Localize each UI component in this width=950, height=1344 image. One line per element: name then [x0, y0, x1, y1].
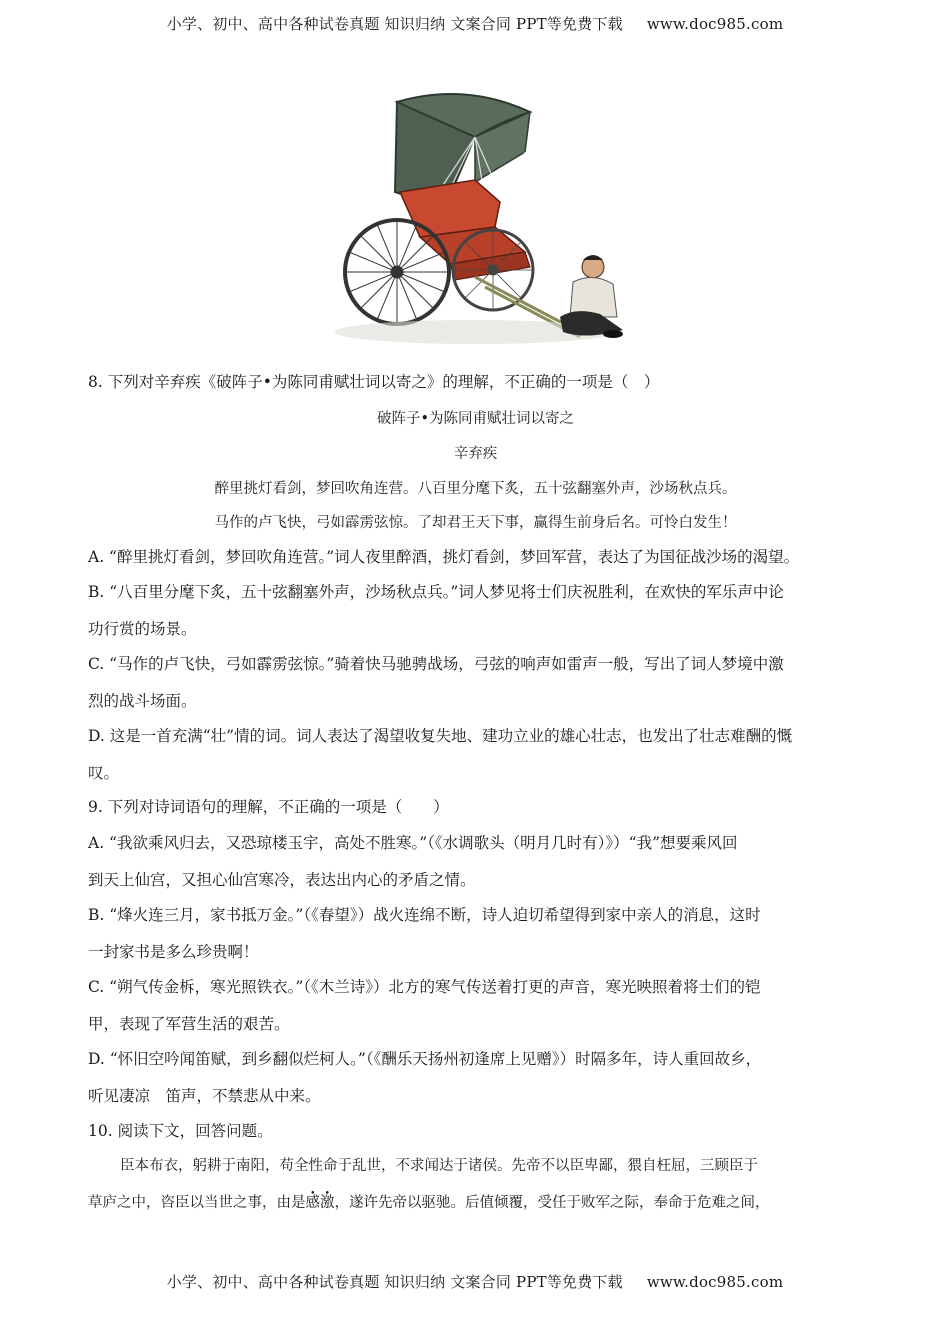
q10-passage-line2-post: ，遂许先帝以驱驰。后值倾覆，受任于败军之际，奉命于危难之间，	[334, 1195, 770, 1211]
q9-option-d-line2: 听见凄凉 笛声，不禁悲从中来。	[88, 1087, 321, 1105]
q9-option-a-line1: A. “我欲乘风归去，又恐琼楼玉宇，高处不胜寒。”（《水调歌头（明月几时有）》）“我”想要乘风回	[88, 834, 738, 852]
emphasis-char-gan: 感	[305, 1195, 320, 1211]
q9-option-b-line2: 一封家书是多么珍贵啊！	[88, 943, 259, 961]
q8-poem-author: 辛弃疾	[453, 446, 498, 462]
q9-stem: 9. 下列对诗词语句的理解，不正确的一项是（ ）	[88, 798, 449, 816]
q9-option-b-line1: B. “烽火连三月，家书抵万金。”（《春望》）战火连绵不断，诗人迫切希望得到家中亲人的消息，这时	[88, 906, 761, 924]
q10-passage-line2	[88, 1193, 863, 1213]
q10-stem: 10. 阅读下文，回答问题。	[88, 1122, 273, 1140]
q9-option-d-line1: D. “怀旧空吟闻笛赋，到乡翻似烂柯人。”（《酬乐天扬州初逢席上见赠》）时隔多年，诗人重回故乡，	[88, 1050, 762, 1068]
q9-option-a-line2: 到天上仙宫，又担心仙宫寒冷，表达出内心的矛盾之情。	[88, 871, 476, 889]
q8-option-c-line2: 烈的战斗场面。	[88, 692, 197, 710]
q8-poem-title: 破阵子•为陈同甫赋壮词以寄之	[376, 411, 575, 427]
header-text: 小学、初中、高中各种试卷真题 知识归纳 文案合同 PPT等免费下载	[166, 15, 623, 33]
q9-option-c-line1: C. “朔气传金柝，寒光照铁衣。”（《木兰诗》）北方的寒气传送着打更的声音，寒光映照着将士们的铠	[88, 978, 761, 996]
footer-site: www.doc985.com	[646, 1273, 784, 1291]
page-header	[0, 13, 950, 34]
q8-poem-line2: 马作的卢飞快，弓如霹雳弦惊。了却君王天下事，赢得生前身后名。可怜白发生！	[214, 515, 737, 531]
q8-option-b-line2: 功行赏的场景。	[88, 620, 197, 638]
page-footer	[0, 1271, 950, 1292]
q10-passage-line1: 臣本布衣，躬耕于南阳，苟全性命于乱世，不求闻达于诸侯。先帝不以臣卑鄙，猥自枉屈，三顾臣于	[120, 1158, 758, 1174]
q8-poem-line1: 醉里挑灯看剑，梦回吹角连营。八百里分麾下炙，五十弦翻塞外声，沙场秋点兵。	[214, 481, 737, 497]
q9-option-c-line2: 甲，表现了军营生活的艰苦。	[88, 1015, 290, 1033]
header-site: www.doc985.com	[646, 15, 784, 33]
q8-option-c-line1: C. “马作的卢飞快，弓如霹雳弦惊。”骑着快马驰骋战场，弓弦的响声如雷声一般，写出了词人梦境中激	[88, 655, 784, 673]
q8-option-d-line2: 叹。	[88, 764, 120, 782]
q10-passage-line2-pre: 草庐之中，咨臣以当世之事，由是	[88, 1195, 306, 1211]
q8-option-a: A. “醉里挑灯看剑，梦回吹角连营。”词人夜里醉酒，挑灯看剑，梦回军营，表达了为国征战沙场的渴望。	[88, 548, 800, 566]
footer-text: 小学、初中、高中各种试卷真题 知识归纳 文案合同 PPT等免费下载	[166, 1273, 623, 1291]
emphasis-char-ji: 激	[320, 1195, 335, 1211]
q8-option-d-line1: D. 这是一首充满“壮”情的词。词人表达了渴望收复失地、建功立业的雄心壮志，也发出了壮志难酬的慨	[88, 727, 793, 745]
q8-stem: 8. 下列对辛弃疾《破阵子•为陈同甫赋壮词以寄之》的理解，不正确的一项是（ ）	[88, 373, 660, 391]
q8-option-b-line1: B. “八百里分麾下炙，五十弦翻塞外声，沙场秋点兵。”词人梦见将士们庆祝胜利，在欢快的军乐声中论	[88, 583, 784, 601]
rickshaw-illustration	[325, 82, 625, 354]
